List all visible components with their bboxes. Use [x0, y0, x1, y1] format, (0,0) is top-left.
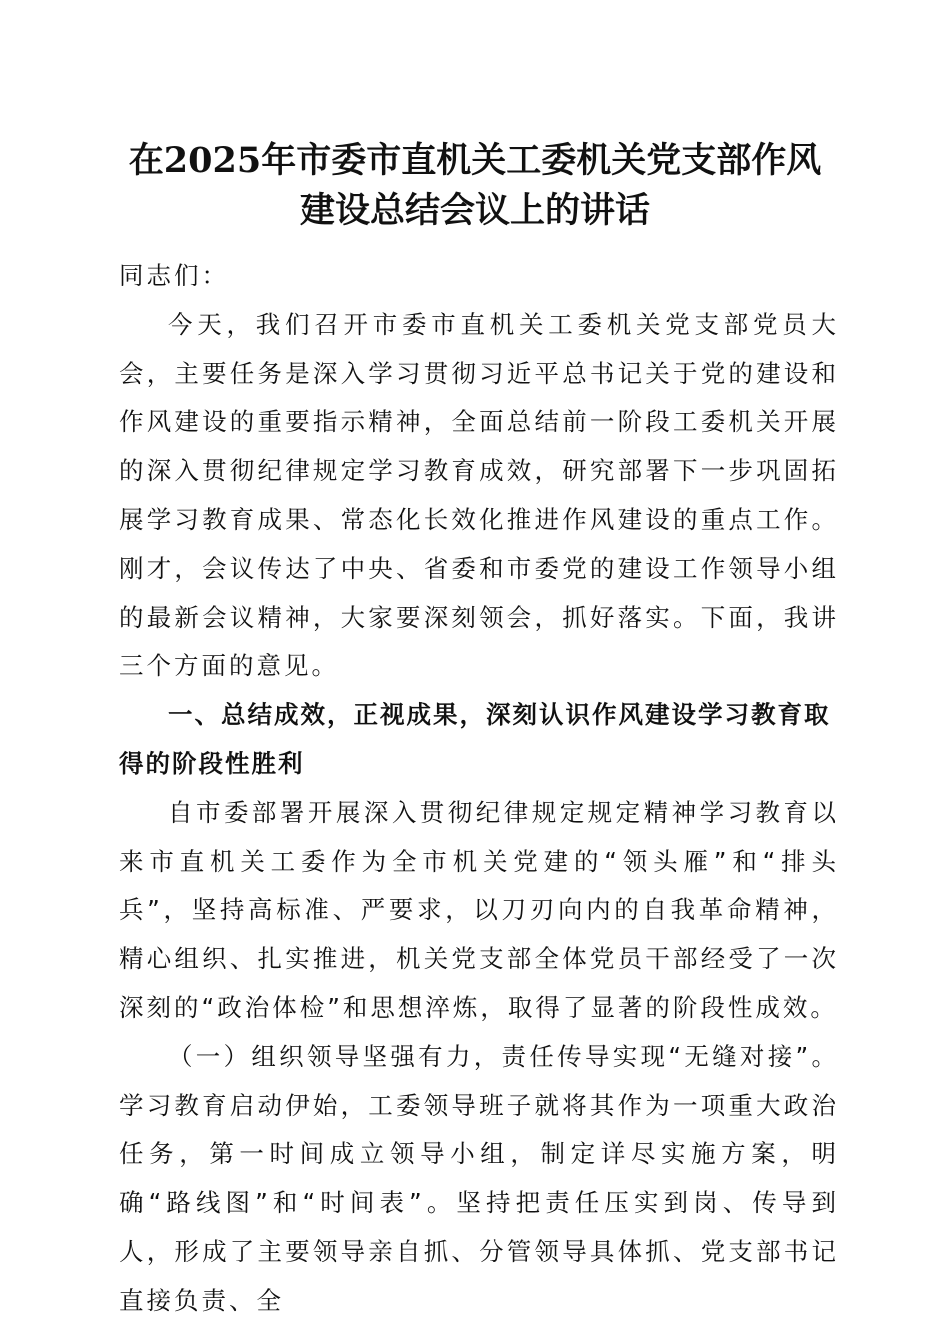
subsection-1-lead: （一）组织领导坚强有力，责任传导实现“无缝对接”。 — [168, 1041, 839, 1071]
subsection-1-body: 学习教育启动伊始，工委领导班子就将其作为一项重大政治任务，第一时间成立领导小组，制定详尽实施方案，明确“路线图”和“时间表”。坚持把责任压实到岗、传导到人，形成了主要领导亲自抓、分管领导具体抓、党支部书记直接负责、全 — [119, 1090, 839, 1315]
section-1-heading: 一、总结成效，正视成果，深刻认识作风建设学习教育取得的阶段性胜利 — [119, 700, 831, 778]
title-line-2: 建设总结会议上的讲话 — [299, 190, 650, 231]
intro-paragraph: 今天，我们召开市委市直机关工委机关党支部党员大会，主要任务是深入学习贯彻习近平总书记关于党的建设和作风建设的重要指示精神，全面总结前一阶段工委机关开展的深入贯彻纪律规定学习教育成效，研究部署下一步巩固拓展学习教育成果、常态化长效化推进作风建设的重点工作。刚才，会议传达了中央、省委和市委党的建设工作领导小组的最新会议精神，大家要深刻领会，抓好落实。下面，我讲三个方面的意见。 — [119, 309, 839, 681]
title-line-1: 在2025年市委市直机关工委机关党支部作风 — [128, 140, 822, 181]
salutation: 同志们： — [119, 261, 229, 290]
document-title — [110, 136, 840, 236]
document-body — [119, 252, 839, 1326]
section-1-paragraph: 自市委部署开展深入贯彻纪律规定规定精神学习教育以来市直机关工委作为全市机关党建的“领头雁”和“排头兵”，坚持高标准、严要求，以刀刃向内的自我革命精神，精心组织、扎实推进，机关党支部全体党员干部经受了一次深刻的“政治体检”和思想淬炼，取得了显著的阶段性成效。 — [119, 797, 839, 1022]
subsection-1-paragraph — [119, 1033, 839, 1326]
